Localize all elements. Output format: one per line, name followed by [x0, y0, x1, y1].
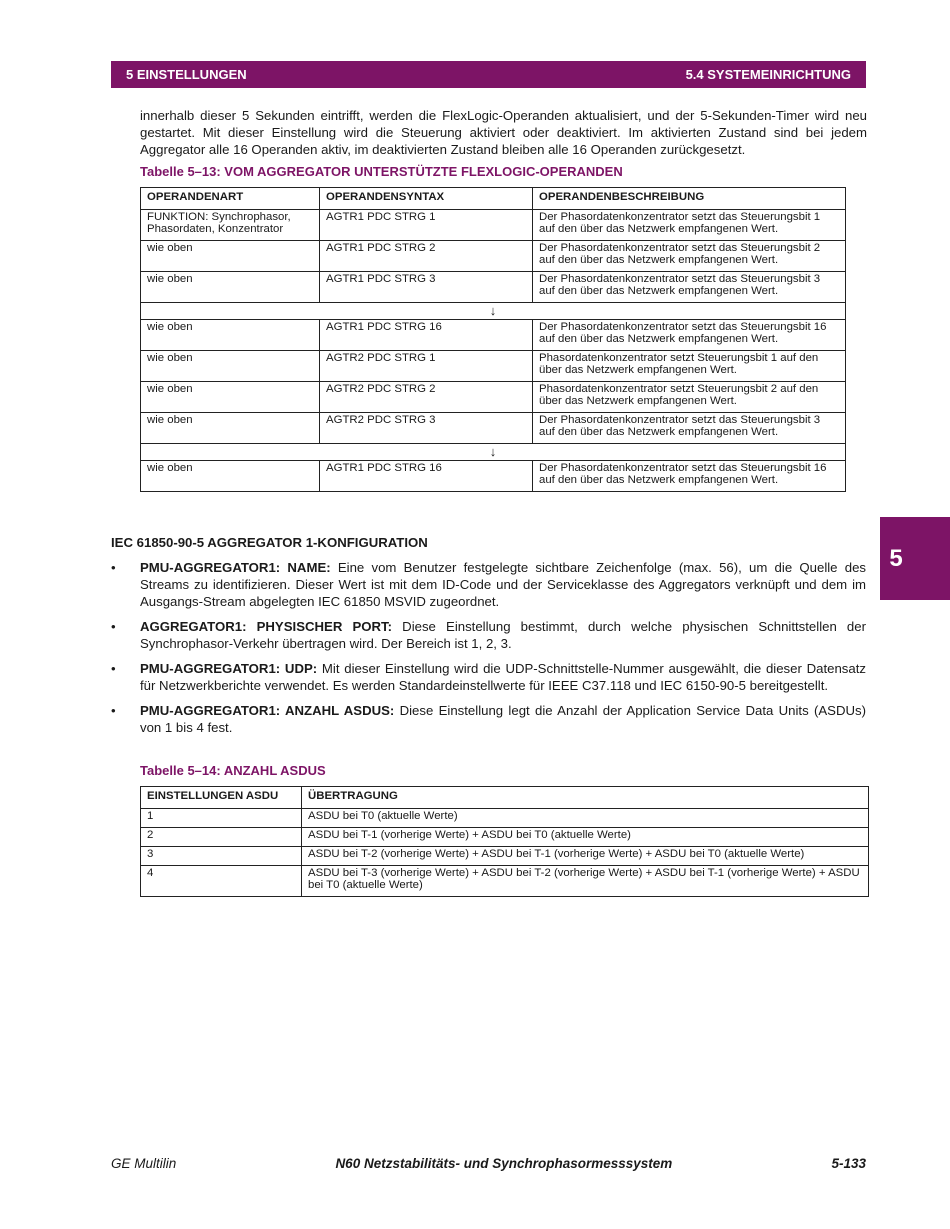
table-row	[141, 847, 869, 866]
section-title: IEC 61850-90-5 AGGREGATOR 1-KONFIGURATION	[111, 535, 428, 550]
table-cell: Der Phasordatenkonzentrator setzt das Steuerungsbit 3 auf den über das Netzwerk empfangenen Wert.	[533, 413, 846, 444]
asdu-count-table	[140, 786, 869, 897]
continuation-row	[141, 444, 846, 461]
list-item	[111, 618, 866, 652]
table-row	[141, 320, 846, 351]
table-cell: 2	[141, 828, 302, 847]
table-cell: ASDU bei T-2 (vorherige Werte) + ASDU bei T-1 (vorherige Werte) + ASDU bei T0 (aktuelle Werte)	[302, 847, 869, 866]
table-cell: 3	[141, 847, 302, 866]
table-cell: Der Phasordatenkonzentrator setzt das Steuerungsbit 16 auf den über das Netzwerk empfangenen Wert.	[533, 320, 846, 351]
setting-description: Diese Einstellung bestimmt, durch welche physischen Schnittstellen der Synchrophasor-Verkehr übertragen wird. Der Bereich ist 1, 2, 3.	[140, 619, 866, 651]
page-header	[111, 61, 866, 88]
bullet-icon: •	[111, 560, 116, 575]
table-cell: Der Phasordatenkonzentrator setzt das Steuerungsbit 2 auf den über das Netzwerk empfangenen Wert.	[533, 241, 846, 272]
table-cell: AGTR1 PDC STRG 1	[320, 210, 533, 241]
down-arrow-icon: ↓	[141, 303, 846, 320]
footer-title: N60 Netzstabilitäts- und Synchrophasormesssystem	[335, 1156, 673, 1171]
list-item	[111, 660, 866, 694]
table-cell: AGTR2 PDC STRG 3	[320, 413, 533, 444]
setting-term: PMU-AGGREGATOR1: NAME:	[140, 560, 331, 575]
table-row	[141, 382, 846, 413]
table-cell: FUNKTION: Synchrophasor, Phasordaten, Konzentrator	[141, 210, 320, 241]
flexlogic-operands-table	[140, 187, 846, 492]
bullet-icon: •	[111, 661, 116, 676]
table-cell: wie oben	[141, 320, 320, 351]
table-cell: Der Phasordatenkonzentrator setzt das Steuerungsbit 3 auf den über das Netzwerk empfangenen Wert.	[533, 272, 846, 303]
table-cell: Der Phasordatenkonzentrator setzt das Steuerungsbit 1 auf den über das Netzwerk empfangenen Wert.	[533, 210, 846, 241]
table-cell: AGTR1 PDC STRG 16	[320, 461, 533, 492]
footer-company: GE Multilin	[111, 1156, 177, 1171]
table-cell: AGTR1 PDC STRG 3	[320, 272, 533, 303]
table-cell: wie oben	[141, 241, 320, 272]
intro-paragraph: innerhalb dieser 5 Sekunden eintrifft, werden die FlexLogic-Operanden aktualisiert, und der 5-Sekunden-Timer wird neu gestartet. Mit dieser Einstellung wird die Steuerung aktiviert oder deaktiviert. Im aktivierten Zustand sind bei jedem Aggregator alle 16 Operanden aktiv, im deaktivierten Zustand bleiben alle 16 Operanden zurückgesetzt.	[140, 108, 867, 157]
table-cell: ASDU bei T-3 (vorherige Werte) + ASDU bei T-2 (vorherige Werte) + ASDU bei T-1 (vorherige Werte) + ASDU bei T0 (aktuelle Werte)	[302, 866, 869, 897]
table-cell: 4	[141, 866, 302, 897]
table-row	[141, 866, 869, 897]
setting-description: Eine vom Benutzer festgelegte sichtbare Zeichenfolge (max. 56), um die Quelle des Streams zu identifizieren. Dieser Wert ist mit dem ID-Code und der Serviceklasse des Aggregators verknüpft und dem im Ausgangs-Stream abgelegten IEC 61850 MSVID zugeordnet.	[140, 560, 866, 609]
table-cell: Phasordatenkonzentrator setzt Steuerungsbit 2 auf den über das Netzwerk empfangenen Wert.	[533, 382, 846, 413]
table-row	[141, 828, 869, 847]
main-content	[140, 107, 867, 492]
setting-term: PMU-AGGREGATOR1: UDP:	[140, 661, 318, 676]
page-number: 5-133	[831, 1156, 866, 1171]
table1-caption: Tabelle 5–13: VOM AGGREGATOR UNTERSTÜTZTE FLEXLOGIC-OPERANDEN	[140, 164, 623, 179]
table-cell: Der Phasordatenkonzentrator setzt das Steuerungsbit 16 auf den über das Netzwerk empfangenen Wert.	[533, 461, 846, 492]
table-cell: AGTR1 PDC STRG 2	[320, 241, 533, 272]
setting-term: AGGREGATOR1: PHYSISCHER PORT:	[140, 619, 393, 634]
column-header: OPERANDENART	[141, 188, 320, 210]
setting-description: Diese Einstellung legt die Anzahl der Application Service Data Units (ASDUs) von 1 bis 4 fest.	[140, 703, 866, 735]
table-cell: wie oben	[141, 272, 320, 303]
page-footer	[111, 1156, 866, 1171]
table-row	[141, 210, 846, 241]
table-cell: wie oben	[141, 461, 320, 492]
table-cell: AGTR2 PDC STRG 2	[320, 382, 533, 413]
table-cell: wie oben	[141, 413, 320, 444]
table-cell: 1	[141, 809, 302, 828]
column-header: ÜBERTRAGUNG	[302, 787, 869, 809]
chapter-tab: 5	[880, 517, 950, 600]
table-cell: ASDU bei T0 (aktuelle Werte)	[302, 809, 869, 828]
bullet-icon: •	[111, 619, 116, 634]
header-section: 5.4 SYSTEMEINRICHTUNG	[685, 67, 851, 82]
column-header: OPERANDENBESCHREIBUNG	[533, 188, 846, 210]
list-item	[111, 702, 866, 736]
table-cell: AGTR1 PDC STRG 16	[320, 320, 533, 351]
column-header: EINSTELLUNGEN ASDU	[141, 787, 302, 809]
settings-bullet-list	[111, 559, 866, 744]
table-row	[141, 413, 846, 444]
table-header-row	[141, 188, 846, 210]
table-header-row	[141, 787, 869, 809]
header-chapter: 5 EINSTELLUNGEN	[126, 67, 247, 82]
table-cell: wie oben	[141, 351, 320, 382]
table-cell: ASDU bei T-1 (vorherige Werte) + ASDU bei T0 (aktuelle Werte)	[302, 828, 869, 847]
setting-term: PMU-AGGREGATOR1: ANZAHL ASDUS:	[140, 703, 395, 718]
bullet-icon: •	[111, 703, 116, 718]
continuation-row	[141, 303, 846, 320]
table2-caption: Tabelle 5–14: ANZAHL ASDUS	[140, 763, 326, 778]
down-arrow-icon: ↓	[141, 444, 846, 461]
table-cell: Phasordatenkonzentrator setzt Steuerungsbit 1 auf den über das Netzwerk empfangenen Wert.	[533, 351, 846, 382]
asdu-table-section	[140, 757, 868, 897]
setting-description: Mit dieser Einstellung wird die UDP-Schnittstelle-Nummer ausgewählt, die dieser Datensatz für Netzwerkberichte verwendet. Es werden Standardeinstellwerte für IEEE C37.118 und IEC 6150-90-5 bereitgestellt.	[140, 661, 866, 693]
column-header: OPERANDENSYNTAX	[320, 188, 533, 210]
table-row	[141, 272, 846, 303]
table-row	[141, 351, 846, 382]
list-item	[111, 559, 866, 610]
table-cell: AGTR2 PDC STRG 1	[320, 351, 533, 382]
table-row	[141, 461, 846, 492]
table-cell: wie oben	[141, 382, 320, 413]
table-row	[141, 809, 869, 828]
table-row	[141, 241, 846, 272]
